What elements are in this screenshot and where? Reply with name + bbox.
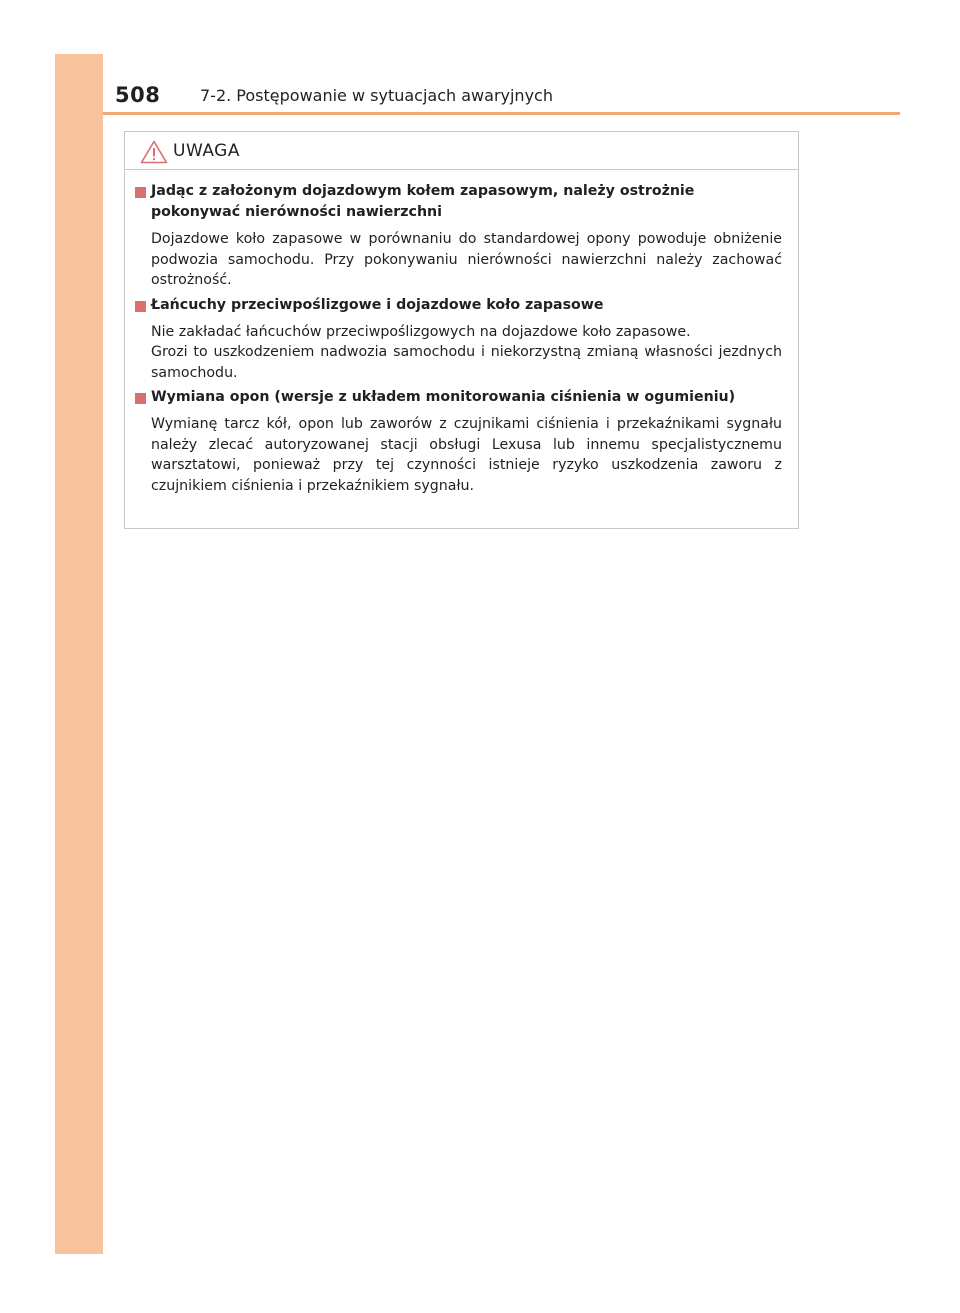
item-paragraph: Grozi to uszkodzeniem nadwozia samochodu i niekorzystną zmianą własności jezdnych samochodu. — [151, 344, 782, 381]
caution-item — [125, 181, 798, 291]
item-heading: Jadąc z założonym dojazdowym kołem zapasowym, należy ostrożnie pokonywać nierówności nawierzchni — [151, 183, 695, 220]
caution-label: UWAGA — [173, 141, 240, 161]
square-bullet-icon — [135, 301, 146, 312]
side-color-band — [55, 54, 103, 1254]
caution-item — [125, 295, 798, 384]
item-heading: Łańcuchy przeciwpoślizgowe i dojazdowe koło zapasowe — [151, 296, 604, 313]
item-paragraph: Dojazdowe koło zapasowe w porównaniu do standardowej opony powoduje obniżenie podwozia samochodu. Przy pokonywaniu nierówności nawierzchni należy zachować ostrożność. — [151, 231, 782, 288]
caution-item — [125, 387, 798, 496]
item-paragraph: Nie zakładać łańcuchów przeciwpoślizgowych na dojazdowe koło zapasowe. — [151, 323, 691, 340]
square-bullet-icon — [135, 187, 146, 198]
item-heading: Wymiana opon (wersje z układem monitorowania ciśnienia w ogumieniu) — [151, 389, 736, 405]
section-title: 7-2. Postępowanie w sytuacjach awaryjnych — [200, 86, 553, 105]
caution-box — [124, 131, 799, 529]
caution-body — [125, 181, 798, 500]
header-rule — [103, 112, 900, 115]
item-text — [151, 414, 782, 496]
page-number: 508 — [115, 83, 161, 107]
item-text — [151, 229, 782, 291]
item-text — [151, 322, 782, 384]
caution-header — [125, 132, 798, 170]
page-header — [103, 54, 900, 116]
item-paragraph: Wymianę tarcz kół, opon lub zaworów z czujnikami ciśnienia i przekaźnikami sygnału należy zlecać autoryzowanej stacji obsługi Lexusa lub innemu specjalistycznemu warsztatowi, ponieważ przy tej czynności istnieje ryzyko uszkodzenia zaworu z czujnikiem ciśnienia i przekaźnikiem sygnału. — [151, 416, 782, 494]
square-bullet-icon — [135, 393, 146, 404]
warning-triangle-icon — [140, 140, 168, 164]
